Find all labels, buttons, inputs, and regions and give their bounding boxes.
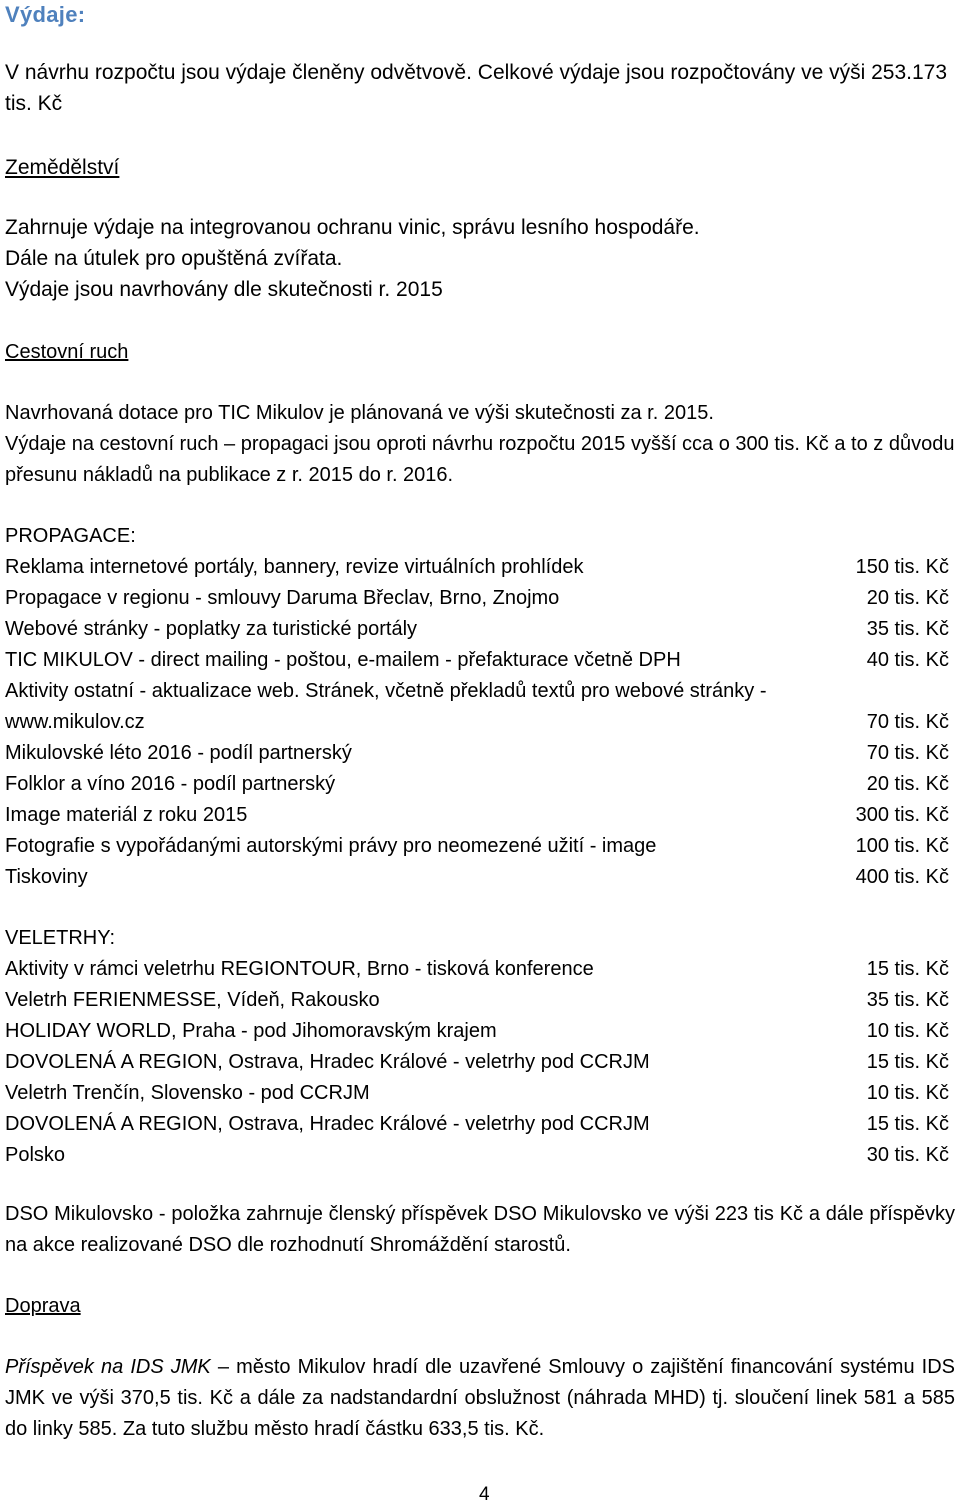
row-label: TIC MIKULOV - direct mailing - poštou, e-mailem - přefakturace včetně DPH bbox=[5, 649, 681, 671]
veletrhy-row bbox=[5, 1109, 949, 1140]
row-amount: 35 tis. Kč bbox=[866, 618, 949, 640]
agriculture-line-1: Zahrnuje výdaje na integrovanou ochranu vinic, správu lesního hospodáře. bbox=[5, 216, 700, 239]
agriculture-line-2: Dále na útulek pro opuštěná zvířata. bbox=[5, 247, 343, 270]
propagace-row bbox=[5, 645, 949, 676]
row-label: Fotografie s vypořádanými autorskými právy pro neomezené užití - image bbox=[5, 835, 657, 857]
page-title: Výdaje: bbox=[5, 2, 86, 27]
propagace-row bbox=[5, 583, 949, 614]
intro-paragraph: V návrhu rozpočtu jsou výdaje členěny odvětvově. Celkové výdaje jsou rozpočtovány ve výši 253.173 tis. Kč bbox=[5, 61, 948, 115]
propagace-row bbox=[5, 862, 949, 893]
propagace-row bbox=[5, 800, 949, 831]
propagace-row bbox=[5, 738, 949, 769]
veletrhy-row bbox=[5, 1016, 949, 1047]
row-label: Reklama internetové portály, bannery, revize virtuálních prohlídek bbox=[5, 556, 584, 578]
veletrhy-row bbox=[5, 954, 949, 985]
veletrhy-heading: VELETRHY: bbox=[5, 927, 116, 949]
tourism-line-1: Navrhovaná dotace pro TIC Mikulov je plánovaná ve výši skutečnosti za r. 2015. bbox=[5, 402, 714, 424]
row-amount: 100 tis. Kč bbox=[855, 835, 949, 857]
section-title-tourism: Cestovní ruch bbox=[5, 341, 129, 363]
transport-paragraph bbox=[5, 1352, 955, 1445]
dso-paragraph: DSO Mikulovsko - položka zahrnuje členský příspěvek DSO Mikulovsko ve výši 223 tis Kč a dále příspěvky na akce realizované DSO dle rozhodnutí Shromáždění starostů. bbox=[5, 1203, 955, 1256]
row-label: Veletrh Trenčín, Slovensko - pod CCRJM bbox=[5, 1082, 370, 1104]
tourism-paragraph-2: Výdaje na cestovní ruch – propagaci jsou oproti návrhu rozpočtu 2015 vyšší cca o 300 tis. Kč a to z důvodu přesunu nákladů na publikace z r. 2015 do r. 2016. bbox=[5, 433, 955, 486]
row-amount: 150 tis. Kč bbox=[855, 556, 949, 578]
veletrhy-row bbox=[5, 1078, 949, 1109]
row-amount: 20 tis. Kč bbox=[866, 587, 949, 609]
row-amount: 10 tis. Kč bbox=[866, 1020, 949, 1042]
row-amount: 40 tis. Kč bbox=[866, 649, 949, 671]
row-amount: 70 tis. Kč bbox=[866, 742, 949, 764]
row-label: Propagace v regionu - smlouvy Daruma Břeclav, Brno, Znojmo bbox=[5, 587, 560, 609]
row-amount: 300 tis. Kč bbox=[855, 804, 949, 826]
veletrhy-row bbox=[5, 1140, 949, 1171]
row-label: Mikulovské léto 2016 - podíl partnerský bbox=[5, 742, 352, 764]
veletrhy-row bbox=[5, 985, 949, 1016]
section-title-transport: Doprava bbox=[5, 1295, 81, 1317]
row-label: Aktivity v rámci veletrhu REGIONTOUR, Brno - tisková konference bbox=[5, 958, 594, 980]
row-amount: 30 tis. Kč bbox=[866, 1144, 949, 1166]
row-label: Webové stránky - poplatky za turistické portály bbox=[5, 618, 418, 640]
veletrhy-row bbox=[5, 1047, 949, 1078]
row-label: Veletrh FERIENMESSE, Vídeň, Rakousko bbox=[5, 989, 380, 1011]
propagace-row bbox=[5, 831, 949, 862]
row-label: Polsko bbox=[5, 1144, 66, 1166]
row-amount: 20 tis. Kč bbox=[866, 773, 949, 795]
row-amount: 15 tis. Kč bbox=[866, 1113, 949, 1135]
row-label: DOVOLENÁ A REGION, Ostrava, Hradec Králové - veletrhy pod CCRJM bbox=[5, 1051, 650, 1073]
row-amount: 15 tis. Kč bbox=[866, 958, 949, 980]
propagace-row bbox=[5, 769, 949, 800]
transport-lead: Příspěvek na IDS JMK bbox=[5, 1356, 211, 1378]
section-title-agriculture: Zemědělství bbox=[5, 156, 120, 179]
propagace-heading: PROPAGACE: bbox=[5, 525, 136, 547]
propagace-row bbox=[5, 676, 949, 738]
transport-body: – město Mikulov hradí dle uzavřené Smlouvy o zajištění financování systému IDS JMK ve výši 370,5 tis. Kč a dále za nadstandardní obslužnost (náhrada MHD) tj. sloučení linek 581 a 585 do linky 585. Za tuto službu město hradí částku 633,5 tis. Kč. bbox=[5, 1356, 956, 1440]
row-amount: 15 tis. Kč bbox=[866, 1051, 949, 1073]
row-label: Image materiál z roku 2015 bbox=[5, 804, 248, 826]
row-amount: 35 tis. Kč bbox=[866, 989, 949, 1011]
row-label: Folklor a víno 2016 - podíl partnerský bbox=[5, 773, 336, 795]
row-label: Aktivity ostatní - aktualizace web. Stránek, včetně překladů textů pro webové stránky - www.mikulov.cz bbox=[5, 680, 767, 733]
propagace-row bbox=[5, 552, 949, 583]
row-label: DOVOLENÁ A REGION, Ostrava, Hradec Králové - veletrhy pod CCRJM bbox=[5, 1113, 650, 1135]
page-number: 4 bbox=[479, 1484, 490, 1505]
row-amount: 400 tis. Kč bbox=[855, 866, 949, 888]
row-amount: 10 tis. Kč bbox=[866, 1082, 949, 1104]
agriculture-line-3: Výdaje jsou navrhovány dle skutečnosti r. 2015 bbox=[5, 278, 443, 301]
row-label: HOLIDAY WORLD, Praha - pod Jihomoravským krajem bbox=[5, 1020, 497, 1042]
row-label: Tiskoviny bbox=[5, 866, 88, 888]
propagace-row bbox=[5, 614, 949, 645]
row-amount: 70 tis. Kč bbox=[866, 711, 949, 733]
